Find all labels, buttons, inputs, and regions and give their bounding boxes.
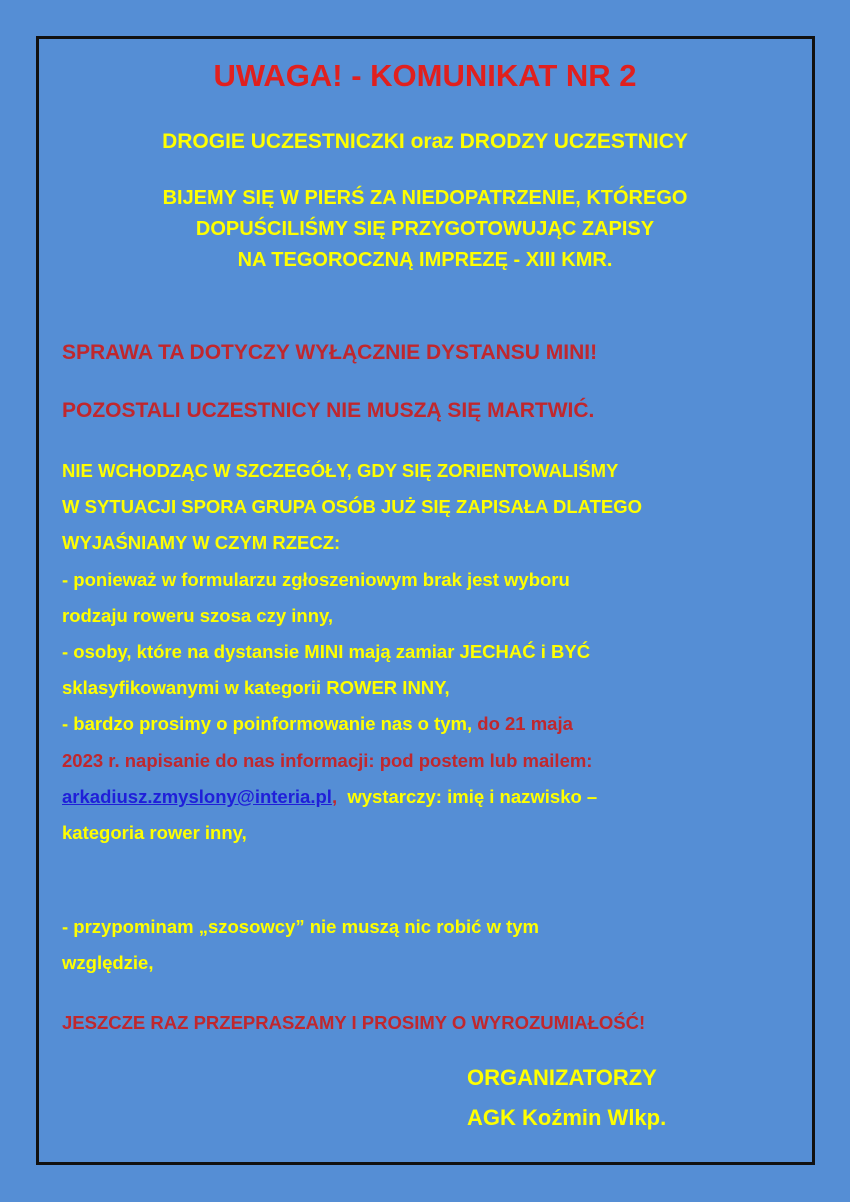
reminder-line: - przypominam „szosowcy” nie muszą nic robić w tym	[62, 916, 539, 937]
point-3-lead: - bardzo prosimy o poinformowanie nas o tym,	[62, 713, 478, 735]
signature	[467, 1058, 666, 1138]
point-3-line	[62, 706, 642, 742]
point-1-line: rodzaju roweru szosa czy inny,	[62, 604, 334, 626]
statement-others: POZOSTALI UCZESTNICY NIE MUSZĄ SIĘ MARTWIĆ.	[62, 399, 595, 422]
point-3-last-line: kategoria rower inny,	[62, 822, 247, 844]
reminder-paragraph	[62, 909, 539, 981]
apology-line: BIJEMY SIĘ W PIERŚ ZA NIEDOPATRZENIE, KTÓREGO	[162, 187, 688, 209]
email-comma: ,	[331, 785, 338, 807]
apology-line: NA TEGOROCZNĄ IMPREZĘ - XIII KMR.	[237, 249, 613, 271]
after-email-text: wystarczy: imię i nazwisko –	[337, 785, 598, 807]
apology-paragraph	[0, 183, 850, 276]
point-3-deadline-cont: 2023 r. napisanie do nas informacji: pod postem lub mailem:	[62, 749, 593, 771]
signature-organizers: ORGANIZATORZY	[467, 1065, 657, 1090]
reminder-line: względzie,	[62, 952, 154, 974]
statement-mini-distance: SPRAWA TA DOTYCZY WYŁĄCZNIE DYSTANSU MINI!	[62, 341, 598, 364]
greeting: DROGIE UCZESTNICZKI oraz DRODZY UCZESTNICY	[162, 130, 688, 153]
explanation-body	[62, 453, 642, 851]
contact-email-link[interactable]: arkadiusz.zmyslony@interia.pl	[62, 785, 332, 807]
intro-line: NIE WCHODZĄC W SZCZEGÓŁY, GDY SIĘ ZORIENTOWALIŚMY	[62, 460, 619, 481]
intro-line: WYJAŚNIAMY W CZYM RZECZ:	[62, 532, 341, 554]
point-2-line: sklasyfikowanymi w kategorii ROWER INNY,	[62, 677, 450, 699]
closing-apology: JESZCZE RAZ PRZEPRASZAMY I PROSIMY O WYROZUMIAŁOŚĆ!	[62, 1012, 646, 1033]
announcement-title: UWAGA! - KOMUNIKAT NR 2	[213, 58, 637, 93]
apology-line: DOPUŚCILIŚMY SIĘ PRZYGOTOWUJĄC ZAPISY	[195, 218, 655, 240]
point-2-line: - osoby, które na dystansie MINI mają zamiar JECHAĆ i BYĆ	[62, 641, 591, 663]
point-1-line: - ponieważ w formularzu zgłoszeniowym brak jest wyboru	[62, 568, 570, 590]
intro-line: W SYTUACJI SPORA GRUPA OSÓB JUŻ SIĘ ZAPISAŁA DLATEGO	[62, 496, 643, 518]
signature-club: AGK Koźmin Wlkp.	[467, 1105, 667, 1130]
point-3-deadline: do 21 maja	[477, 713, 573, 735]
point-3-email-line	[62, 779, 642, 815]
